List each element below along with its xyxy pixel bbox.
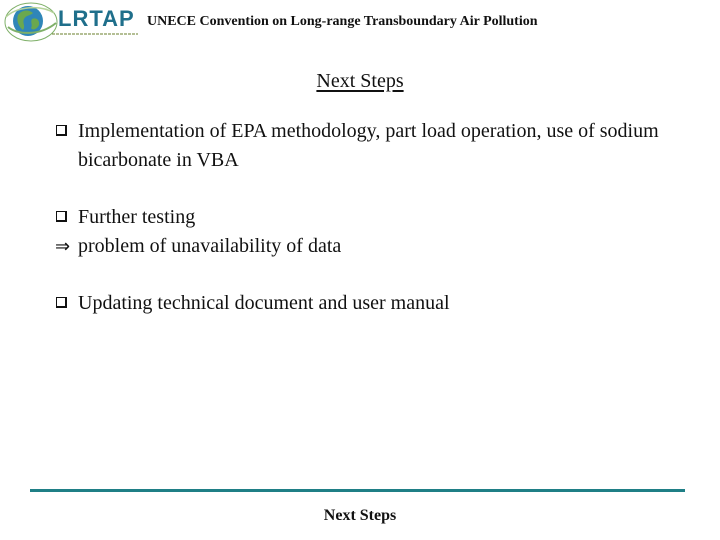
bullet-item: [55, 289, 695, 318]
slide-title-text: Next Steps: [316, 70, 404, 92]
header-title: UNECE Convention on Long-range Transboundary Air Pollution: [147, 14, 538, 29]
bullet-subline: [55, 232, 695, 261]
globe-icon: [4, 1, 58, 43]
bullet-list: [55, 117, 695, 318]
checkbox-bullet-icon: [56, 211, 67, 222]
lrtap-logo: [0, 0, 140, 44]
checkbox-bullet-icon: [56, 297, 67, 308]
footer-divider: [30, 489, 685, 492]
bullet-text: Implementation of EPA methodology, part load operation, use of sodium bicarbonate in VBA: [78, 120, 659, 171]
logo-wordmark: LRTAP: [58, 6, 135, 31]
slide-title: [0, 69, 720, 93]
bullet-item: [55, 203, 695, 261]
checkbox-bullet-icon: [56, 125, 67, 136]
footer-title: Next Steps: [323, 507, 397, 524]
bullet-item: [55, 117, 695, 175]
bullet-text: Updating technical document and user manual: [78, 292, 450, 314]
bullet-text: Further testing: [78, 206, 196, 228]
subline-text: problem of unavailability of data: [78, 235, 342, 257]
logo-tagline: [52, 31, 138, 39]
tagline-scribble: [52, 31, 138, 37]
implies-arrow-icon: ⇒: [55, 236, 71, 257]
